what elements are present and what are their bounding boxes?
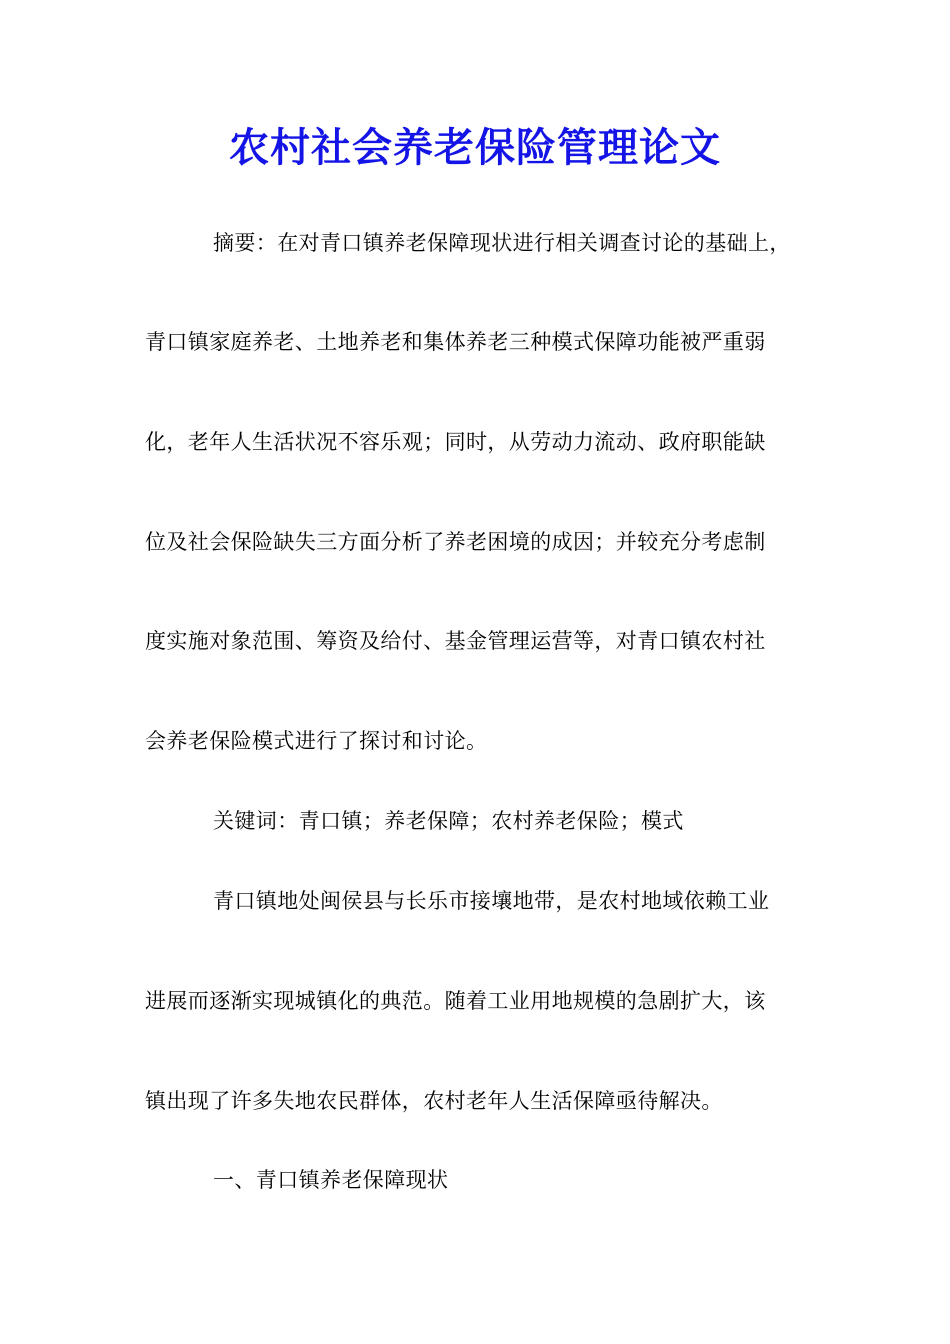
body-line-3: 镇出现了许多失地农民群体，农村老年人生活保障亟待解决。 xyxy=(145,1089,723,1113)
abstract-line-4: 位及社会保险缺失三方面分析了养老困境的成因；并较充分考虑制 xyxy=(145,530,766,554)
abstract-line-1: 摘要：在对青口镇养老保障现状进行相关调查讨论的基础上， xyxy=(213,231,791,255)
abstract-line-2: 青口镇家庭养老、土地养老和集体养老三种模式保障功能被严重弱 xyxy=(145,330,766,354)
abstract-line-6: 会养老保险模式进行了探讨和讨论。 xyxy=(145,729,488,753)
body-line-2: 进展而逐渐实现城镇化的典范。随着工业用地规模的急剧扩大，该 xyxy=(145,989,766,1013)
body-line-1: 青口镇地处闽侯县与长乐市接壤地带，是农村地域依赖工业 xyxy=(213,889,770,913)
keywords-line: 关键词：青口镇；养老保障；农村养老保险；模式 xyxy=(213,809,684,833)
section-heading: 一、青口镇养老保障现状 xyxy=(213,1168,449,1192)
abstract-line-3: 化，老年人生活状况不容乐观；同时，从劳动力流动、政府职能缺 xyxy=(145,430,766,454)
document-title: 农村社会养老保险管理论文 xyxy=(229,124,721,171)
abstract-line-5: 度实施对象范围、筹资及给付、基金管理运营等，对青口镇农村社 xyxy=(145,629,766,653)
